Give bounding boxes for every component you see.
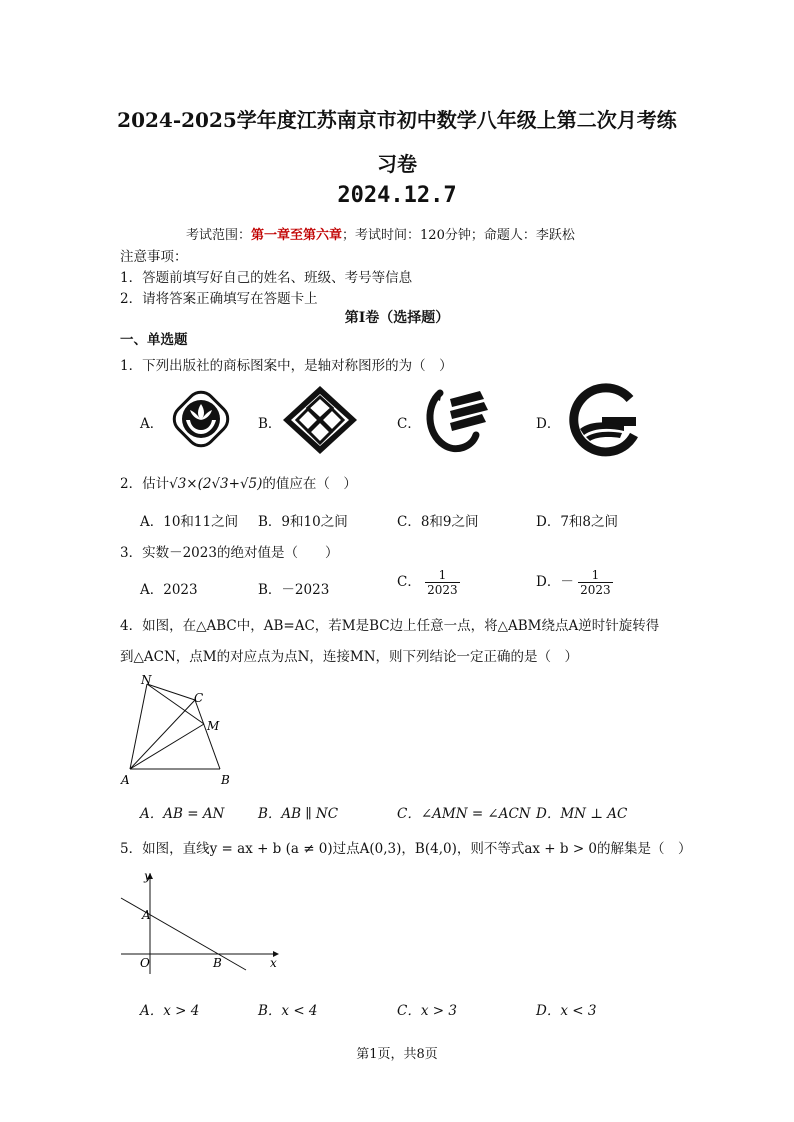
point-label-c: C: [194, 691, 204, 705]
origin-label-o: O: [140, 956, 150, 970]
title-line-1: 2024-2025学年度江苏南京市初中数学八年级上第二次月考练: [117, 108, 677, 132]
q2-stem-math: √3×(2√3+√5): [169, 476, 263, 492]
q3-option-c-fraction: $\frac{1}{2023}$: [427, 568, 458, 597]
point-label-a: A: [142, 908, 151, 922]
scope-value: 第一章至第六章: [251, 228, 343, 243]
segment-an: [130, 684, 147, 769]
q2-option-a: A．10和11之间: [140, 514, 239, 530]
axis-label-y: y: [144, 869, 151, 883]
q1-option-b-label: B．: [258, 416, 282, 432]
q4-option-d: D．MN ⊥ AC: [536, 806, 628, 822]
q4-stem-line-1: 4．如图，在△ABC中，AB=AC，若M是BC边上任意一点，将△ABM绕点A逆时针旋转得: [120, 618, 660, 634]
exam-info-rest: ；考试时间：120分钟；命题人：李跃松: [342, 228, 575, 243]
q1-stem: 1．下列出版社的商标图案中，是轴对称图形的为（ ）: [120, 358, 453, 374]
q4-option-a: A．AB = AN: [140, 806, 225, 822]
exam-info: [186, 224, 575, 243]
q3-option-c-label: C．: [397, 574, 421, 590]
axis-label-x: x: [270, 956, 277, 970]
q4-option-c: C．∠AMN = ∠ACN: [397, 806, 531, 822]
q5-option-c: C．x > 3: [397, 1003, 457, 1019]
exam-date: 2024.12.7: [337, 183, 457, 208]
logo-a-image: [170, 390, 232, 450]
point-label-a: A: [121, 773, 130, 787]
notes-heading: 注意事项：: [120, 249, 188, 265]
q4-option-b: B．AB ∥ NC: [258, 806, 339, 822]
point-label-m: M: [207, 719, 220, 733]
q1-option-a-label: A．: [140, 416, 164, 432]
segment-nc: [147, 684, 195, 700]
segment-am: [130, 724, 204, 769]
segment-cb: [195, 700, 220, 769]
point-label-b: B: [221, 773, 230, 787]
q5-option-d: D．x < 3: [536, 1003, 597, 1019]
logo-b-image: [280, 383, 360, 457]
page-footer: 第1页，共8页: [356, 1047, 438, 1062]
volume-title: 第I卷（选择题）: [344, 310, 450, 326]
q3-option-a: A．2023: [140, 582, 198, 598]
q3-option-d-label: D．－: [536, 574, 574, 590]
notes-item-1: 1．答题前填写好自己的姓名、班级、考号等信息: [120, 270, 413, 286]
q3-option-d-fraction: $\frac{1}{2023}$: [580, 568, 611, 597]
q3-stem: 3．实数－2023的绝对值是（ ）: [120, 545, 339, 561]
point-label-b: B: [213, 956, 222, 970]
notes-item-2: 2．请将答案正确填写在答题卡上: [120, 291, 318, 307]
q3-option-d: [536, 568, 613, 597]
section-type: 一、单选题: [120, 332, 188, 348]
q5-stem: 5．如图，直线y = ax + b (a ≠ 0)过点A(0,3)，B(4,0)，则不等式ax + b > 0的解集是（ ）: [120, 841, 692, 857]
q2-option-b: B．9和10之间: [258, 514, 348, 530]
q3-option-b: B．－2023: [258, 582, 330, 598]
logo-c-image: [420, 385, 498, 455]
q2-stem-suffix: 的值应在（ ）: [262, 476, 357, 492]
q5-option-b: B．x < 4: [258, 1003, 318, 1019]
q3-option-c: [397, 568, 460, 597]
q4-figure: [115, 672, 245, 790]
q2-stem: [120, 472, 357, 492]
q1-option-d-label: D．: [536, 416, 561, 432]
q2-stem-prefix: 2．估计: [120, 476, 170, 492]
q2-option-c: C．8和9之间: [397, 514, 479, 530]
q2-option-d: D．7和8之间: [536, 514, 619, 530]
q1-option-c-label: C．: [397, 416, 421, 432]
q5-option-a: A．x > 4: [140, 1003, 200, 1019]
q5-figure: [113, 866, 288, 978]
scope-label: 考试范围：: [186, 228, 252, 243]
point-label-n: N: [141, 673, 152, 687]
q4-stem-line-2: 到△ACN，点M的对应点为点N，连接MN，则下列结论一定正确的是（ ）: [120, 649, 579, 665]
title-line-2: 习卷: [377, 152, 417, 176]
logo-d-image: [566, 383, 646, 459]
